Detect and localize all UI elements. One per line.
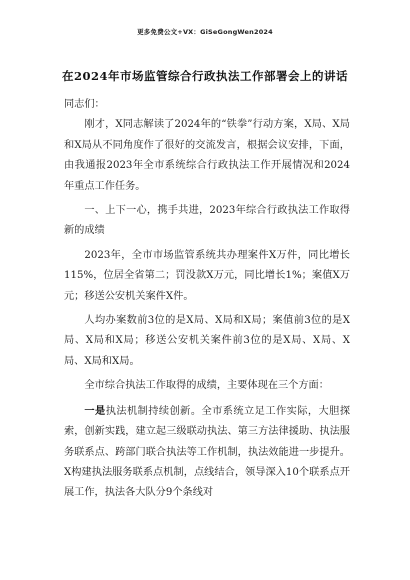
- body-paragraph: 2023年，全市市场监管系统共办理案件X万件，同比增长115%，位居全省第二；罚没款X万元，同比增长1%；案值X万元；移送公安机关案件X件。: [64, 249, 350, 302]
- emphasis-marker: 一是: [84, 404, 106, 417]
- salutation: 同志们：: [64, 99, 105, 110]
- paragraph-text: 执法机制持续创新。全市系统立足工作实际，大胆探索，创新实践，建立起三级联动执法、第三方法律援助、执法服务联系点、跨部门联合执法等工作机制，执法效能进一步提升。X构建执法服务联系点机制，点线结合，领导深入10个联系点开展工作，执法各大队分9个条线对: [64, 405, 351, 499]
- section-heading: 一、上下一心，携手共进，2023年综合行政执法工作取得新的成绩: [64, 205, 350, 237]
- body-paragraph: 刚才，X同志解读了2024年的“铁拳”行动方案，X局、X局和X局从不同角度作了很好的交流发言，根据会议安排，下面，由我通报2023年全市系统综合行政执法工作开展情况和2024年重点工作任务。: [64, 119, 350, 192]
- document-body: [64, 95, 350, 504]
- body-paragraph: 人均办案数前3位的是X局、X局和X局；案值前3位的是X局、X局和X局；移送公安机关案件前3位的是X局、X局、X局、X局和X局。: [64, 315, 350, 367]
- body-paragraph: 全市综合执法工作取得的成绩，主要体现在三个方面：: [84, 380, 329, 392]
- header-note: 更多免费公文+VX：GiSeGongWen2024: [137, 28, 273, 36]
- document-title: 在2024年市场监管综合行政执法工作部署会上的讲话: [61, 69, 348, 83]
- body-paragraph: [64, 401, 350, 504]
